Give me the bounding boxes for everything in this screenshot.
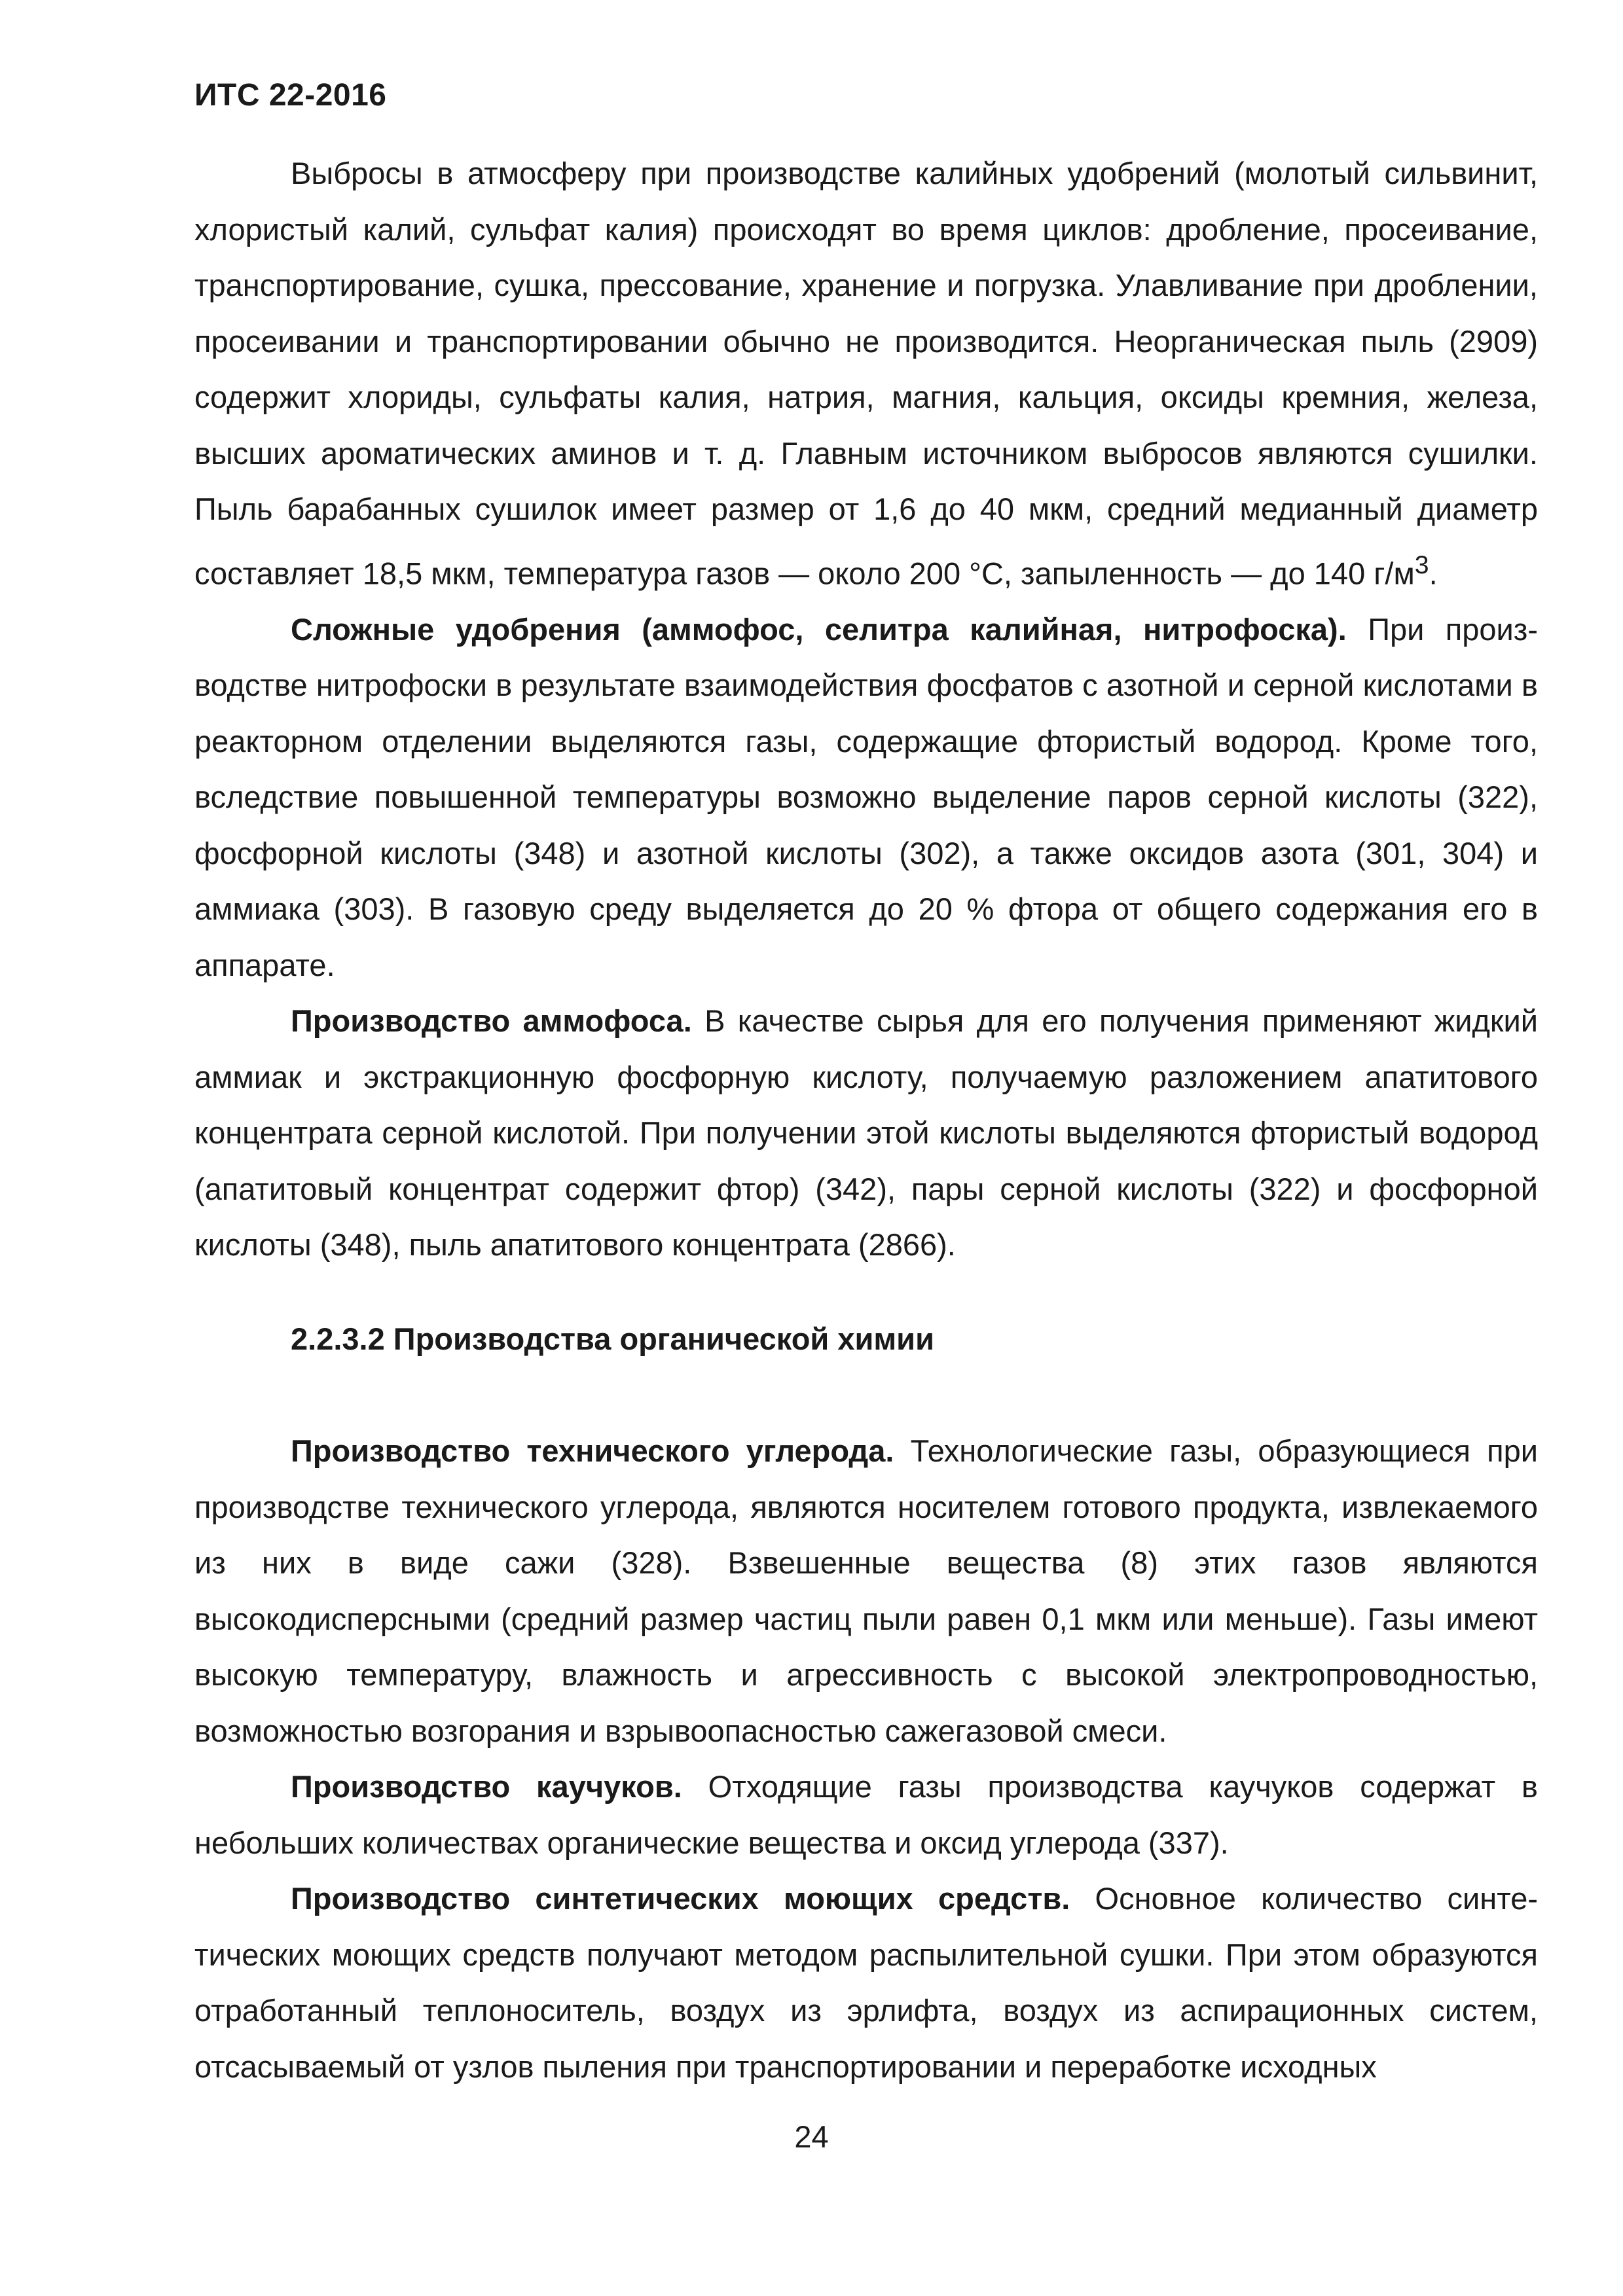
paragraph-lead-bold: Производство каучуков.	[291, 1769, 682, 1804]
paragraph-rubbers	[194, 1759, 1538, 1871]
document-body	[194, 145, 1538, 2094]
paragraph-lead-bold: Производство синтетических моющих средств.	[291, 1881, 1070, 1916]
paragraph-text: Отходящие газы производства каучуков содержат в небольших количествах органические вещества и оксид углерода (337).	[194, 1769, 1538, 1860]
paragraph-text: Технологические газы, образующиеся при производстве технического углерода, являются носителем готового продукта, извлекаемого из них в виде сажи (328). Взвешенные вещества (8) этих газов являются высокодисперсными (средний размер частиц пыли равен 0,1 мкм или меньше). Газы имеют высокую температуру, влажность и агрессивность с высокой электропроводностью, возможностью возгорания и взрывоопасностью сажегазовой смеси.	[194, 1433, 1538, 1748]
paragraph-complex-fertilizers	[194, 601, 1538, 994]
paragraph-text: При производстве нитрофоски в результате взаимодействия фосфатов с азотной и серной кислотами в реакторном отделении выделяются газы, содержащие фтористый водород. Кроме того, вследствие повышенной температуры возможно выделение паров серной кислоты (322), фосфорной кислоты (348) и азотной кислоты (302), а также оксидов азота (301, 304) и аммиака (303). В газовую среду выделяется до 20 % фтора от общего содержания его в аппарате.	[194, 611, 1538, 982]
paragraph-text: Основное количество синтетических моющих средств получают методом распылительной сушки. При этом образуются отработанный теплоноситель, воздух из эрлифта, воздух из аспирационных систем, отсасываемый от узлов пыления при транспортировании и переработке исходных	[194, 1881, 1539, 2084]
paragraph-text: В качестве сырья для его получения применяют жидкий аммиак и экстракционную фосфорную кислоту, получаемую разложением апатитового концентрата серной кислотой. При получении этой кислоты выделяются фтористый водород (апатитовый концентрат содержит фтор) (342), пары серной кислоты (322) и фосфорной кислоты (348), пыль апатитового концентрата (2866).	[194, 1003, 1538, 1263]
paragraph-lead-bold: Производство аммофоса.	[291, 1003, 692, 1039]
paragraph-detergents	[194, 1871, 1538, 2094]
page-number: 24	[794, 2119, 829, 2154]
paragraph-carbon-black	[194, 1423, 1538, 1759]
superscript-unit: 3	[1414, 550, 1429, 579]
paragraph-lead-bold: Сложные удобрения (аммофос, селитра калийная, нитрофоска).	[291, 611, 1347, 647]
paragraph-ammophos	[194, 993, 1538, 1273]
paragraph-potash-fertilizers	[194, 145, 1538, 601]
document-code-header: ИТС 22-2016	[194, 78, 387, 113]
paragraph-lead-bold: Производство технического углерода.	[291, 1433, 894, 1469]
paragraph-tail: .	[1429, 556, 1438, 591]
paragraph-text: Выбросы в атмосферу при производстве калийных удобрений (молотый сильвинит, хлористый калий, сульфат калия) происходят во время циклов: дробление, просеивание, транспортирование, сушка, прессование, хранение и погрузка. Улавливание при дроблении, просеивании и транспортировании обычно не производится. Неорганическая пыль (2909) содержит хлориды, сульфаты калия, натрия, магния, кальция, оксиды кремния, железа, высших ароматических аминов и т. д. Главным источником выбросов являются сушилки. Пыль барабанных сушилок имеет размер от 1,6 до 40 мкм, средний медианный диаметр составляет 18,5 мкм, температура газов — около 200 °С, запыленность — до 140 г/м	[194, 156, 1538, 591]
section-heading: 2.2.3.2 Производства органической химии	[291, 1321, 934, 1356]
